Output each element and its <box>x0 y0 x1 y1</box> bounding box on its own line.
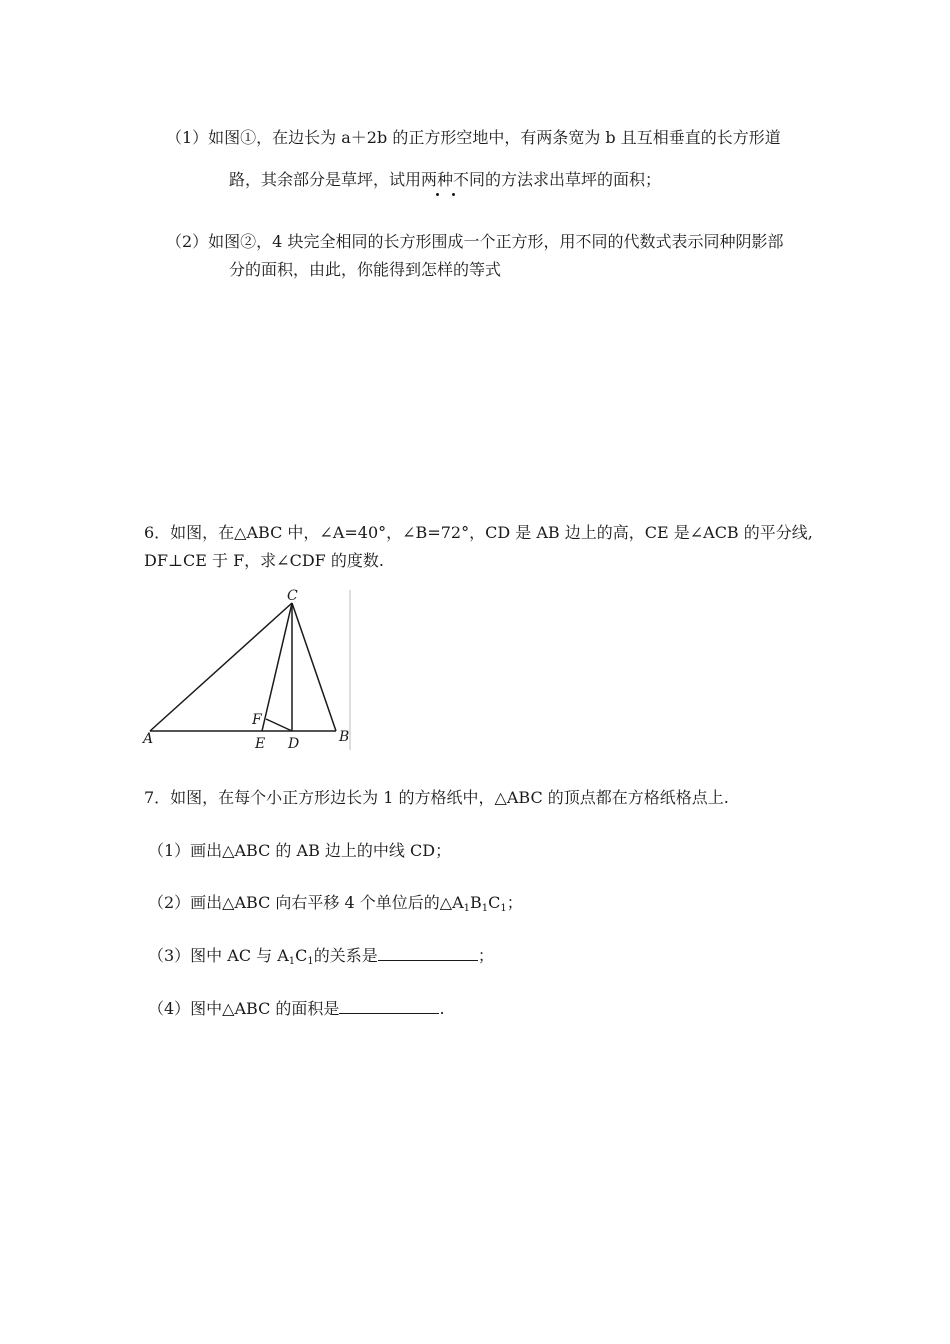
subscript: 1 <box>307 956 314 967</box>
q7-part3 <box>148 946 494 966</box>
segment-df <box>266 719 292 731</box>
q7-part3-text: （3）图中 AC 与 A <box>148 946 289 965</box>
q7-part2-end: ； <box>506 893 523 912</box>
answer-blank[interactable] <box>378 946 478 961</box>
segment-bc <box>292 603 336 731</box>
q7-part4-text: （4）图中△ABC 的面积是 <box>148 999 340 1018</box>
label-b: B <box>339 729 350 745</box>
subscript: 1 <box>481 903 489 914</box>
emphasis-dot <box>452 193 455 196</box>
q7-part4 <box>148 999 445 1019</box>
segment-ac <box>150 603 292 731</box>
q6-text-line2: DF⊥CE 于 F，求∠CDF 的度数. <box>144 551 384 570</box>
emphasis-dot <box>436 193 439 196</box>
label-f: F <box>252 712 262 728</box>
answer-blank[interactable] <box>339 999 439 1014</box>
q7-part3-c: C <box>295 946 308 965</box>
q5-part1-line2: 路，其余部分是草坪，试用两种不同的方法求出草坪的面积； <box>229 170 662 189</box>
label-c: C <box>287 588 298 604</box>
q7-part2-b: B <box>470 893 482 912</box>
q5-part1-line1: （1）如图①，在边长为 a＋2b 的正方形空地中，有两条宽为 b 且互相垂直的长方形道 <box>166 128 781 147</box>
q7-part2-text: （2）画出△ABC 向右平移 4 个单位后的△A <box>148 893 464 912</box>
q6-text-line1: 6．如图，在△ABC 中，∠A=40°，∠B=72°，CD 是 AB 边上的高，CE 是∠ACB 的平分线, <box>144 523 813 542</box>
subscript: 1 <box>500 903 507 914</box>
label-d: D <box>288 736 300 752</box>
subscript: 1 <box>463 903 471 914</box>
q6-triangle-figure <box>140 585 355 755</box>
label-e: E <box>255 736 266 752</box>
q5-part2-line1: （2）如图②，4 块完全相同的长方形围成一个正方形，用不同的代数式表示同种阴影部 <box>166 232 784 251</box>
q7-part4-end: . <box>439 999 445 1018</box>
label-a: A <box>143 731 154 747</box>
q7-part3-mid: 的关系是 <box>313 946 378 965</box>
q7-part2 <box>148 893 523 913</box>
q5-part2-line2: 分的面积，由此，你能得到怎样的等式 <box>229 260 502 279</box>
q7-part2-c: C <box>488 893 501 912</box>
q7-part1: （1）画出△ABC 的 AB 边上的中线 CD； <box>148 841 452 860</box>
subscript: 1 <box>288 956 296 967</box>
q7-part3-end: ； <box>477 946 494 965</box>
q7-intro: 7．如图，在每个小正方形边长为 1 的方格纸中，△ABC 的顶点都在方格纸格点上. <box>144 788 729 807</box>
segment-ce <box>262 603 292 731</box>
